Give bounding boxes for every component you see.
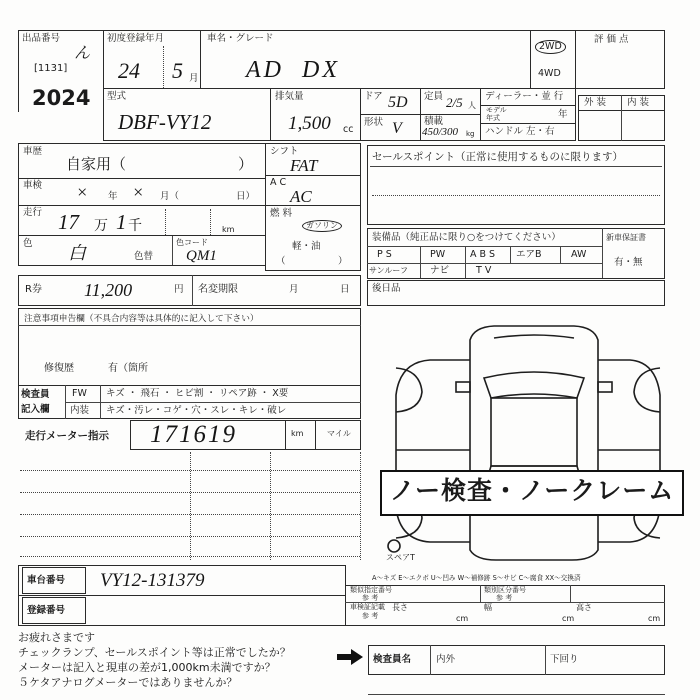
mileage-unit: km: [222, 225, 235, 234]
equipment-item-abs: A B S: [470, 249, 496, 260]
lot-mark: ん: [74, 45, 91, 62]
checklist-line-2: チェックランプ、セールスポイント等は正常でしたか？: [18, 646, 291, 659]
meter-mile: マイル: [327, 429, 351, 438]
ledger-line-3: [20, 514, 360, 515]
sales-point-label: セールスポイント（正常に使用するものに限ります）: [372, 151, 624, 163]
car-right-mirror: [598, 382, 612, 392]
equipment-item-sunroof: サンルーフ: [369, 266, 408, 275]
inspector-col-1: [430, 645, 431, 675]
inspector-cell: [368, 645, 665, 675]
reference-cert-ref: 参 考: [362, 612, 379, 620]
equipment-col-3: [510, 246, 511, 263]
capacity-value: 2/5: [446, 95, 463, 110]
color-change-label: 色替: [134, 251, 154, 262]
equipment-item-pw: PW: [430, 249, 446, 260]
equipment-col-5: [602, 228, 603, 278]
dealer-label: ディーラー・並 行: [485, 91, 564, 102]
notes-header-line: [18, 325, 361, 326]
reference-length-label: 長さ: [392, 603, 408, 612]
car-damage-diagram: [375, 315, 670, 565]
load-label: 積載: [424, 116, 444, 127]
shift-value: FAT: [290, 156, 318, 175]
car-right-front-wheel: [634, 368, 660, 412]
drive-2wd: 2WD: [535, 40, 566, 54]
shift-label: シフト: [270, 146, 299, 157]
notes-label: 注意事項申告欄（不具合内容等は具体的に記入して下さい）: [24, 314, 259, 324]
ledger-vertical-3: [360, 452, 361, 560]
inspection-month-mark: ×: [132, 182, 145, 202]
finish-interior-label: 内 装: [627, 97, 650, 108]
drive-4wd: 4WD: [538, 68, 561, 79]
equipment-warranty-label: 新車保証書: [606, 233, 646, 242]
model-label: 型式: [107, 91, 127, 102]
recycle-transfer-label: 名変期限: [198, 284, 238, 295]
inspection-year-unit: 年: [108, 191, 118, 202]
handle-label: ハンドル 左・右: [485, 126, 555, 137]
later-items-label: 後日品: [372, 283, 401, 294]
checklist-line-3: メーターは記入と現車の差が1,000km未満ですか？: [18, 661, 276, 674]
meter-km: km: [291, 429, 304, 438]
inspector-inout-label: 内外: [436, 654, 456, 665]
history-value: 自家用（: [66, 155, 127, 173]
displacement-unit: cc: [343, 124, 354, 135]
recycle-label: R券: [25, 284, 42, 295]
lot-label: 出品番号: [22, 33, 61, 44]
fuel-close: ）: [338, 256, 348, 267]
first-registration-label: 初度登録年月: [107, 33, 165, 44]
car-left-front-wheel: [396, 368, 422, 412]
ledger-vertical-2: [270, 452, 271, 560]
car-windshield: [484, 372, 584, 398]
inspection-year-mark: ×: [76, 182, 89, 202]
model-value: DBF-VY12: [118, 110, 212, 134]
color-code-divider: [172, 236, 173, 265]
reference-col-1: [480, 585, 481, 602]
load-value: 450/300: [422, 126, 459, 138]
car-front-grille: [494, 335, 574, 338]
equipment-col-2: [465, 246, 466, 278]
checklist-line-4: ５ケタアナログメーターではありませんか？: [18, 676, 238, 689]
equipment-col-1: [420, 246, 421, 278]
damage-legend: A～キズ E～エクボ U～凹み W～補修跡 S～サビ C～腐食 XX～交換済: [372, 574, 581, 582]
inspector-notes-key-fw: FW: [72, 388, 87, 399]
reference-height-unit: cm: [648, 614, 661, 623]
ledger-vertical-1: [190, 452, 191, 560]
fuel-gasoline: ガソリン: [302, 220, 342, 232]
mileage-divider-1: [165, 209, 166, 235]
spare-tire-mark: [388, 540, 400, 552]
recycle-divider: [192, 275, 193, 306]
door-label: ドア: [364, 91, 383, 102]
reference-height-label: 高さ: [576, 603, 592, 612]
model-year-unit: 年: [558, 109, 568, 120]
lot-year: 2024: [32, 86, 91, 110]
shape-value: V: [392, 120, 402, 137]
equipment-item-ps: P S: [377, 249, 392, 260]
checklist-line-1: お疲れさまです: [18, 631, 95, 644]
first-registration-month: 5: [172, 58, 183, 83]
meter-value: 171619: [150, 421, 237, 448]
equipment-warranty-value: 有・無: [614, 257, 643, 268]
inspector-name-label: 検査員名: [373, 654, 412, 665]
equipment-item-aw: AW: [571, 249, 587, 260]
notes-repair-value: 有（箇所: [108, 363, 148, 374]
equipment-label: 装備品（純正品に限り○をつけてください）: [372, 232, 561, 243]
displacement-label: 排気量: [275, 91, 304, 102]
reference-width-label: 幅: [484, 603, 492, 612]
inspector-under-label: 下回り: [550, 654, 579, 665]
history-close: ）: [238, 155, 254, 173]
car-name-value: AD DX: [246, 57, 340, 83]
reference-col-2: [570, 585, 571, 602]
car-rear-bumper: [470, 542, 598, 560]
inspection-label: 車検: [23, 180, 43, 191]
car-left-mirror: [456, 382, 470, 392]
drive-cell: [530, 30, 576, 89]
inspection-month-unit: 月（: [160, 191, 180, 202]
capacity-label: 定員: [424, 91, 444, 102]
mileage-sen-value: 1: [116, 210, 127, 234]
car-front-hood: [470, 326, 598, 360]
equipment-item-navi: ナビ: [430, 265, 450, 276]
mileage-man-unit: 万: [94, 218, 108, 234]
car-name-label: 車名・グレード: [207, 33, 274, 44]
inspector-notes-label-2: 記入欄: [21, 404, 50, 415]
chassis-value: VY12-131379: [100, 570, 205, 591]
color-value: 白: [68, 243, 86, 263]
car-roof: [491, 398, 577, 466]
inspector-notes-text-fw: キズ ・ 飛石 ・ ヒビ割 ・ リペア跡 ・ X要: [106, 388, 289, 399]
inspector-notes-label-1: 検査員: [21, 389, 50, 400]
mileage-label: 走行: [23, 207, 43, 218]
reference-cert-label: 車検証記載: [350, 603, 385, 611]
mileage-sen-unit: 千: [128, 218, 142, 234]
equipment-row-line: [367, 263, 602, 264]
reference-similar-label: 類似指定番号: [350, 586, 392, 594]
history-cell: [18, 143, 266, 179]
fuel-diesel: 軽・油: [292, 241, 321, 252]
model-year-model-label: モデル: [486, 106, 507, 114]
notes-repair-label: 修復歴: [44, 363, 74, 374]
displacement-value: 1,500: [288, 113, 331, 134]
ac-value: AC: [290, 187, 312, 206]
inspector-col-2: [545, 645, 546, 675]
recycle-unit: 円: [174, 284, 184, 295]
ledger-line-4: [20, 536, 360, 537]
first-registration-divider: [163, 46, 164, 88]
color-label: 色: [23, 238, 33, 249]
score-label: 評 価 点: [594, 34, 629, 45]
recycle-cell: [18, 275, 361, 306]
history-label: 車歴: [23, 146, 43, 157]
meter-label: 走行メーター指示: [25, 430, 109, 442]
spare-tire-label: スペアT: [386, 553, 415, 562]
reference-class-ref: 参 考: [496, 594, 513, 602]
shape-label: 形状: [364, 117, 384, 128]
inspection-day-unit: 日）: [236, 191, 256, 202]
ledger-line-5: [20, 556, 360, 557]
ledger-line-1: [20, 470, 360, 471]
recycle-month-unit: 月: [289, 284, 299, 295]
finish-divider: [621, 95, 622, 141]
lot-code: [1131]: [34, 63, 68, 74]
reference-width-unit: cm: [562, 614, 575, 623]
equipment-item-tv: T V: [476, 265, 492, 276]
arrow-right-icon: [336, 648, 364, 666]
reference-similar-ref: 参 考: [362, 594, 379, 602]
chassis-label: 車台番号: [27, 575, 66, 586]
color-code-value: QM1: [186, 248, 217, 264]
capacity-unit: 人: [468, 101, 476, 110]
registration-label: 登録番号: [27, 605, 66, 616]
inspector-notes-text-interior: キズ・汚レ・コゲ・穴・スレ・キレ・破レ: [106, 405, 287, 416]
color-code-label: 色コード: [176, 238, 208, 247]
reference-length-unit: cm: [456, 614, 469, 623]
ledger-line-2: [20, 492, 360, 493]
model-year-year-label: 年式: [486, 114, 500, 122]
door-value: 5D: [388, 94, 408, 111]
sales-point-line-1: [370, 166, 662, 167]
no-inspection-stamp: ノー検査・ノークレーム: [380, 470, 684, 516]
finish-exterior-label: 外 装: [584, 97, 607, 108]
equipment-item-airbag: エアB: [516, 249, 542, 260]
inspector-next-box-top: [368, 694, 665, 695]
equipment-col-4: [560, 246, 561, 263]
first-registration-month-unit: 月: [189, 73, 199, 84]
mileage-man-value: 17: [58, 210, 79, 234]
mileage-divider-2: [210, 209, 211, 235]
sales-point-line-2: [372, 195, 660, 196]
reference-class-label: 類別区分番号: [484, 586, 526, 594]
inspector-notes-key-interior: 内装: [70, 405, 90, 416]
ac-label: A C: [270, 177, 287, 188]
inspector-notes-row-line: [65, 402, 361, 403]
fuel-open: （: [276, 256, 286, 267]
first-registration-year: 24: [118, 58, 140, 83]
fuel-label: 燃 料: [270, 208, 293, 219]
recycle-value: 11,200: [84, 280, 133, 300]
later-items-cell: [367, 280, 665, 306]
load-unit: kg: [466, 130, 475, 138]
recycle-day-unit: 日: [340, 284, 350, 295]
equipment-header-line: [367, 246, 602, 247]
